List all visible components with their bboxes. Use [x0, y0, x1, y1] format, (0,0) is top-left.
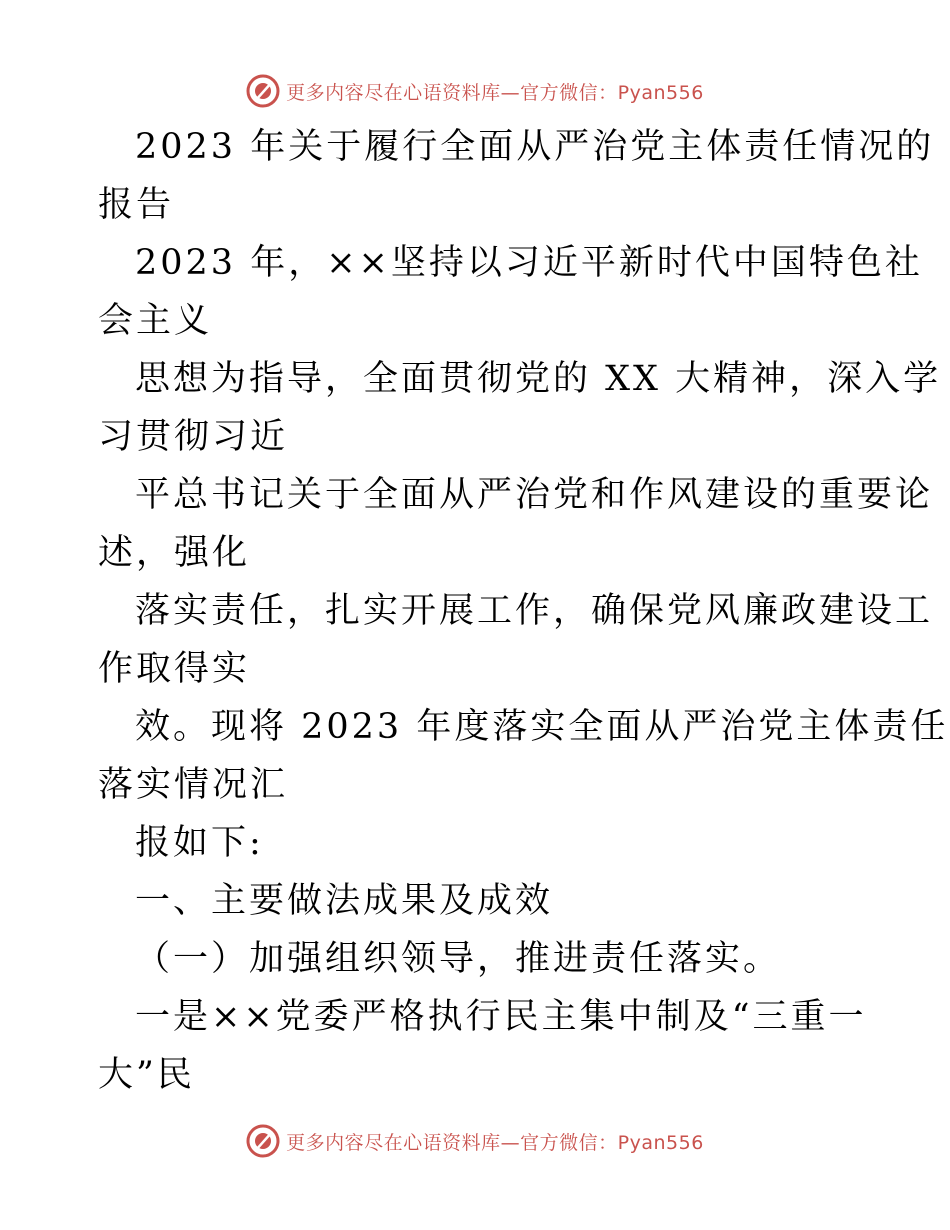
- document-line: 报告: [98, 185, 175, 225]
- document-body: [98, 118, 949, 1104]
- document-line: 习贯彻习近: [98, 417, 289, 457]
- document-line: 作取得实: [98, 649, 251, 689]
- document-line: 一是××党委严格执行民主集中制及“三重一: [135, 997, 867, 1037]
- header-watermark-text: 更多内容尽在心语资料库—官方微信：Pyan556: [286, 81, 704, 104]
- header-watermark: [0, 74, 950, 108]
- document-line: 落实情况汇: [98, 765, 289, 805]
- document-line: 述，强化: [98, 533, 251, 573]
- document-line: 落实责任，扎实开展工作，确保党风廉政建设工: [135, 591, 934, 631]
- document-line: 思想为指导，全面贯彻党的 XX 大精神，深入学: [135, 359, 942, 399]
- document-line: 大”民: [98, 1055, 195, 1095]
- document-line: 报如下:: [135, 823, 264, 863]
- seal-logo-icon: [246, 74, 280, 108]
- document-line: 2023 年，××坚持以习近平新时代中国特色社: [135, 243, 923, 283]
- subsection-heading: （一）加强组织领导，推进责任落实。: [135, 939, 782, 979]
- document-line: 效。现将 2023 年度落实全面从严治党主体责任: [135, 707, 949, 747]
- section-heading: 一、主要做法成果及成效: [135, 881, 554, 921]
- document-line: 平总书记关于全面从严治党和作风建设的重要论: [135, 475, 934, 515]
- document-line: 会主义: [98, 301, 213, 341]
- footer-watermark: [0, 1124, 950, 1158]
- footer-watermark-text: 更多内容尽在心语资料库—官方微信：Pyan556: [286, 1131, 704, 1154]
- document-line: 2023 年关于履行全面从严治党主体责任情况的: [135, 127, 935, 167]
- seal-logo-icon: [246, 1124, 280, 1158]
